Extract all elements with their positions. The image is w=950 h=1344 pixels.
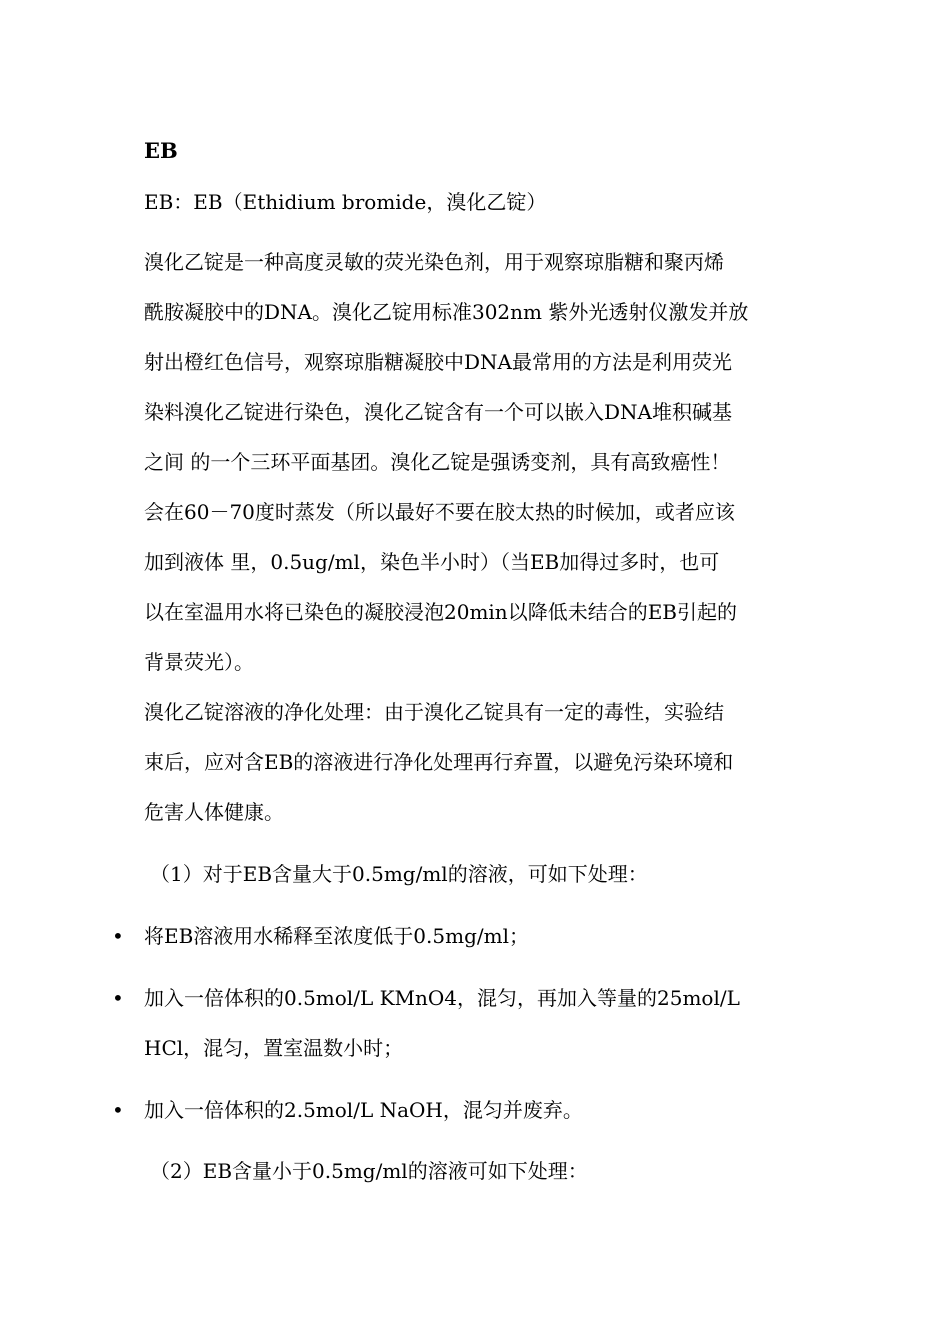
list-item: 加入一倍体积的2.5mol/L NaOH，混匀并废弃。: [144, 1098, 583, 1122]
list-item: 加入一倍体积的0.5mol/L KMnO4，混匀，再加入等量的25mol/L: [144, 986, 740, 1010]
bullet-marker: •: [112, 924, 124, 948]
definition-line: EB：EB（Ethidium bromide，溴化乙锭）: [144, 190, 547, 214]
paragraph-line: 加到液体 里，0.5ug/ml，染色半小时）（当EB加得过多时，也可: [144, 550, 720, 574]
purification-line: 溴化乙锭溶液的净化处理：由于溴化乙锭具有一定的毒性，实验结: [144, 700, 724, 724]
paragraph-line: 射出橙红色信号，观察琼脂糖凝胶中DNA最常用的方法是利用荧光: [144, 350, 732, 374]
section-heading-2: （2）EB含量小于0.5mg/ml的溶液可如下处理：: [150, 1159, 588, 1183]
paragraph-line: 之间 的一个三环平面基团。溴化乙锭是强诱变剂，具有高致癌性！: [144, 450, 731, 474]
paragraph-line: 以在室温用水将已染色的凝胶浸泡20min以降低未结合的EB引起的: [144, 600, 737, 624]
document-title: EB: [144, 138, 178, 163]
bullet-marker: •: [112, 986, 124, 1010]
section-heading-1: （1）对于EB含量大于0.5mg/ml的溶液，可如下处理：: [150, 862, 648, 886]
paragraph-line: 酰胺凝胶中的DNA。溴化乙锭用标准302nm 紫外光透射仪激发并放: [144, 300, 749, 324]
list-item: 将EB溶液用水稀释至浓度低于0.5mg/ml；: [144, 924, 529, 948]
paragraph-line: 染料溴化乙锭进行染色，溴化乙锭含有一个可以嵌入DNA堆积碱基: [144, 400, 732, 424]
list-item-continuation: HCl，混匀，置室温数小时；: [144, 1036, 404, 1060]
paragraph-line: 溴化乙锭是一种高度灵敏的荧光染色剂，用于观察琼脂糖和聚丙烯: [144, 250, 724, 274]
purification-line: 危害人体健康。: [144, 800, 284, 824]
paragraph-line: 会在60－70度时蒸发（所以最好不要在胶太热的时候加，或者应该: [144, 500, 735, 524]
paragraph-line: 背景荧光）。: [144, 650, 254, 674]
purification-line: 束后，应对含EB的溶液进行净化处理再行弃置，以避免污染环境和: [144, 750, 734, 774]
bullet-marker: •: [112, 1098, 124, 1122]
